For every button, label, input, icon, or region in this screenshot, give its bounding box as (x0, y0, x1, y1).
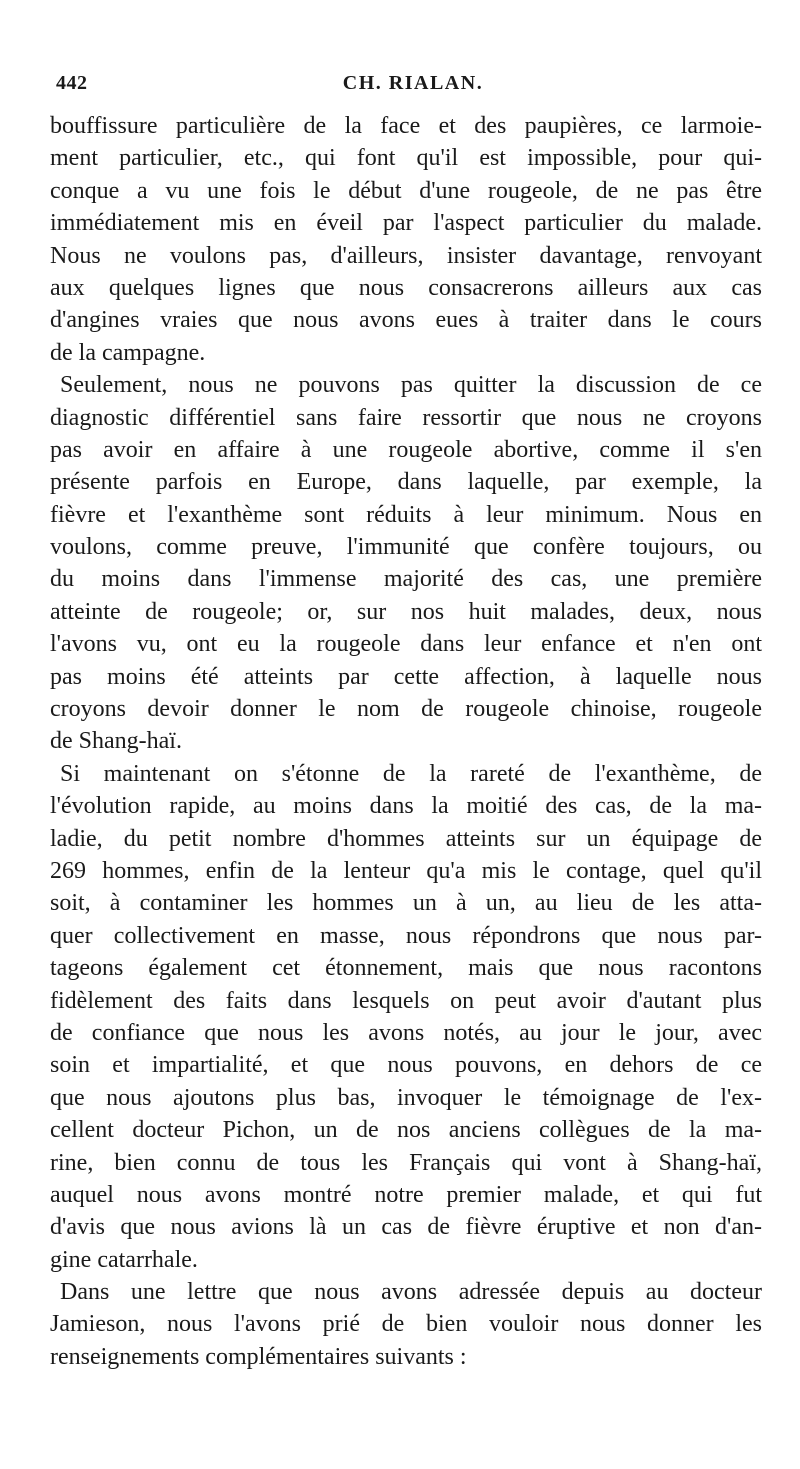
text-line: fidèlement des faits dans lesquels on peut avoir d'autant plus (50, 987, 762, 1014)
text-line: cellent docteur Pichon, un de nos anciens collègues de la ma- (50, 1117, 762, 1144)
text-line: bouffissure particulière de la face et des paupières, ce larmoie- (50, 113, 762, 139)
text-line: Seulement, nous ne pouvons pas quitter la discussion de ce (60, 372, 762, 399)
running-head: CH. RIALAN. (342, 72, 484, 94)
text-line: rine, bien connu de tous les Français qui vont à Shang-haï, (50, 1149, 762, 1176)
text-line: l'évolution rapide, au moins dans la moitié des cas, de la ma- (50, 793, 762, 820)
text-line: pas avoir en affaire à une rougeole abortive, comme il s'en (50, 436, 762, 463)
text-line: d'avis que nous avions là un cas de fièvre éruptive et non d'an- (50, 1214, 762, 1241)
text-line: atteinte de rougeole; or, sur nos huit malades, deux, nous (50, 598, 762, 625)
text-line: croyons devoir donner le nom de rougeole chinoise, rougeole (50, 696, 762, 723)
text-line: pas moins été atteints par cette affection, à laquelle nous (50, 663, 762, 690)
text-line: ment particulier, etc., qui font qu'il est impossible, pour qui- (50, 145, 762, 172)
text-line: Nous ne voulons pas, d'ailleurs, insister davantage, renvoyant (50, 242, 762, 269)
body-text (50, 110, 762, 1373)
text-line: immédiatement mis en éveil par l'aspect particulier du malade. (50, 210, 762, 237)
text-line: Si maintenant on s'étonne de la rareté de l'exanthème, de (60, 760, 762, 787)
text-line: du moins dans l'immense majorité des cas, une première (50, 566, 762, 593)
text-line: soit, à contaminer les hommes un à un, au lieu de les atta- (50, 890, 762, 917)
text-line: de la campagne. (50, 339, 206, 366)
text-line: tageons également cet étonnement, mais que nous racontons (50, 955, 762, 982)
text-line: conque a vu une fois le début d'une rougeole, de ne pas être (50, 177, 762, 204)
text-line: présente parfois en Europe, dans laquelle, par exemple, la (50, 469, 762, 496)
text-line: fièvre et l'exanthème sont réduits à leur minimum. Nous en (50, 501, 762, 528)
paragraph (50, 758, 762, 1276)
text-line: ladie, du petit nombre d'hommes atteints sur un équipage de (50, 825, 762, 852)
text-line: l'avons vu, ont eu la rougeole dans leur enfance et n'en ont (50, 631, 762, 658)
text-line: d'angines vraies que nous avons eues à traiter dans le cours (50, 307, 762, 334)
text-line: aux quelques lignes que nous consacrerons ailleurs aux cas (50, 274, 762, 301)
page-header (50, 72, 756, 102)
text-line: diagnostic différentiel sans faire ressortir que nous ne croyons (50, 404, 762, 431)
paragraph (50, 110, 762, 369)
page-number: 442 (56, 72, 88, 94)
text-line: Dans une lettre que nous avons adressée depuis au docteur (60, 1279, 762, 1306)
text-line: renseignements complémentaires suivants : (50, 1343, 467, 1370)
text-line: soin et impartialité, et que nous pouvons, en dehors de ce (50, 1052, 762, 1079)
paragraph (50, 369, 762, 758)
text-line: 269 hommes, enfin de la lenteur qu'a mis le contage, quel qu'il (50, 857, 762, 884)
text-line: de Shang-haï. (50, 728, 182, 755)
text-line: Jamieson, nous l'avons prié de bien vouloir nous donner les (50, 1311, 762, 1338)
text-line: que nous ajoutons plus bas, invoquer le témoignage de l'ex- (50, 1084, 762, 1111)
text-line: de confiance que nous les avons notés, au jour le jour, avec (50, 1019, 762, 1046)
text-line: auquel nous avons montré notre premier malade, et qui fut (50, 1181, 762, 1208)
text-line: quer collectivement en masse, nous répondrons que nous par- (50, 922, 762, 949)
text-line: gine catarrhale. (50, 1246, 198, 1273)
text-line: voulons, comme preuve, l'immunité que confère toujours, ou (50, 534, 762, 561)
paragraph (50, 1276, 762, 1373)
